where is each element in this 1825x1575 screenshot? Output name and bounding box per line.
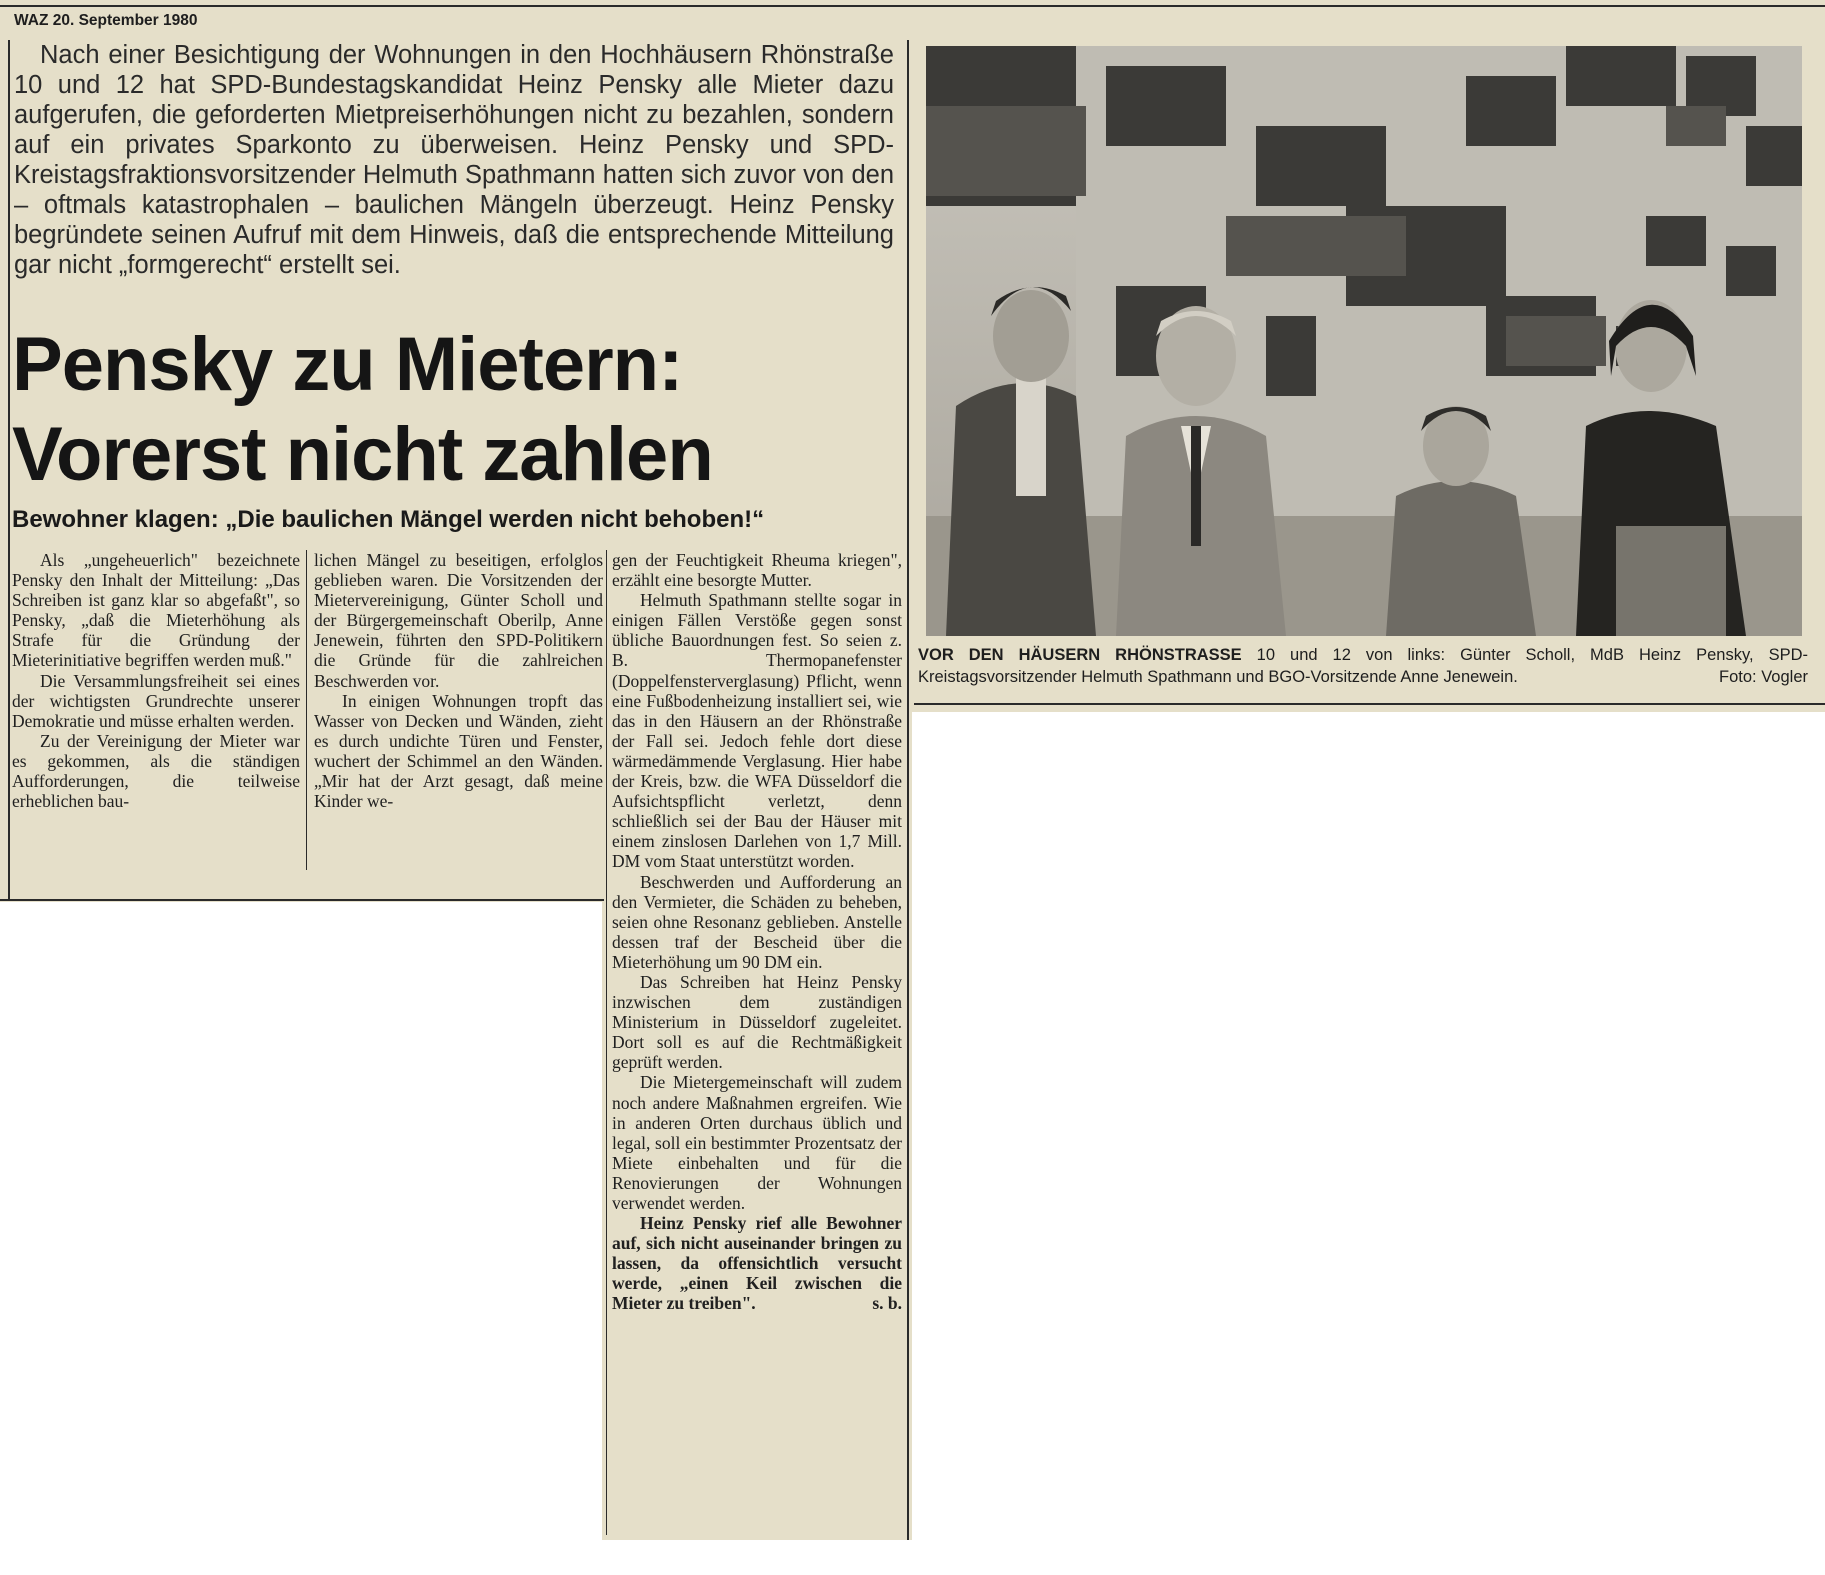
caption-text: 10 und 12 von links: Günter Scholl, MdB Heinz Pensky, SPD-Kreistagsvorsitzender Helmuth Spathmann und BGO-Vorsitzende Anne Jenewein. [918, 646, 1809, 686]
lead-left-rule [8, 40, 10, 900]
column-divider-2 [606, 550, 607, 1535]
paragraph: lichen Mängel zu beseitigen, erfolglos geblieben waren. Die Vorsitzenden der Mietervereinigung, Günter Scholl und der Bürgergemeinschaft Oberilp, Anne Jenewein, führten den SPD-Politikern die Gründe für die zahlreichen Beschwerden vor. [314, 550, 603, 691]
lead-paragraph: Nach einer Besichtigung der Wohnungen in den Hochhäusern Rhönstraße 10 und 12 hat SPD-Bundestagskandidat Heinz Pensky alle Mieter dazu aufgerufen, die geforderten Mietpreiserhöhungen nicht zu bezahlen, sondern auf ein privates Sparkonto zu überweisen. Heinz Pensky und SPD-Kreistagsfraktionsvorsitzender Helmuth Spathmann hatten sich zuvor von den – oftmals katastrophalen – baulichen Mängeln überzeugt. Heinz Pensky begründete seinen Aufruf mit dem Hinweis, daß die entsprechende Mitteilung gar nicht „formgerecht“ erstellt sei. [14, 41, 894, 279]
headline-line-2: Vorerst nicht zahlen [12, 412, 713, 497]
closing-paragraph [612, 1213, 902, 1313]
subheadline: Bewohner klagen: „Die baulichen Mängel werden nicht behoben!“ [12, 506, 765, 533]
paragraph: Als „ungeheuerlich" bezeichnete Pensky den Inhalt der Mitteilung: „Das Schreiben ist ganz klar so abgefaßt", so Pensky, „daß die Mieterhöhung als Strafe für die Gründung der Mieterinitiative begriffen werden muß." [12, 550, 300, 671]
paragraph: Beschwerden und Aufforderung an den Vermieter, die Schäden zu beheben, seien ohne Resonanz geblieben. Anstelle dessen traf der Bescheid über die Mieterhöhung um 90 DM ein. [612, 871, 902, 972]
article-column-2 [314, 550, 603, 811]
closing-text: Heinz Pensky rief alle Bewohner auf, sich nicht auseinander bringen zu lassen, da offensichtlich versucht werde, „einen Keil zwischen die Mieter zu treiben". [612, 1213, 902, 1314]
headline-line-1: Pensky zu Mietern: [12, 322, 683, 407]
paragraph: Die Versammlungsfreiheit sei eines der wichtigsten Grundrechte unserer Demokratie und müsse erhalten werden. [12, 670, 300, 731]
photo-illustration [926, 46, 1802, 636]
news-photo [926, 46, 1802, 636]
caption-lead: VOR DEN HÄUSERN RHÖNSTRASSE [918, 646, 1242, 664]
article-column-3 [612, 550, 902, 1314]
paragraph: Zu der Vereinigung der Mieter war es gekommen, als die ständigen Aufforderungen, die teilweise erheblichen bau- [12, 730, 300, 812]
headline [12, 320, 892, 500]
paragraph: Das Schreiben hat Heinz Pensky inzwischen dem zuständigen Ministerium in Düsseldorf zugeleitet. Dort soll es auf die Rechtmäßigkeit geprüft werden. [612, 971, 902, 1073]
paragraph: gen der Feuchtigkeit Rheuma kriegen", erzählt eine besorgte Mutter. [612, 550, 902, 591]
source-line: WAZ 20. September 1980 [14, 12, 198, 29]
photo-credit: Foto: Vogler [1719, 668, 1808, 686]
top-rule [0, 5, 1825, 7]
photo-caption-rule [914, 703, 1825, 705]
paragraph: Helmuth Spathmann stellte sogar in einigen Fällen Verstöße gegen sonst übliche Bauordnungen fest. So seien z. B. Thermopanefenster (Doppelfensterverglasung) Pflicht, wenn eine Fußbodenheizung installiert sei, wie das in den Häusern an der Rhönstraße der Fall sei. Jedoch fehle dort diese wärmedämmende Verglasung. Hier habe der Kreis, bzw. die WFA Düsseldorf die Aufsichtspflicht verletzt, denn schließlich sei der Bau der Häuser mit einem zinslosen Darlehen von 1,7 Mill. DM vom Staat unterstützt worden. [612, 590, 902, 872]
article-column-1 [12, 550, 300, 811]
paragraph: In einigen Wohnungen tropft das Wasser von Decken und Wänden, zieht es durch undichte Türen und Fenster, wuchert der Schimmel an den Wänden. „Mir hat der Arzt gesagt, daß meine Kinder we- [314, 690, 603, 812]
paragraph: Die Mietergemeinschaft will zudem noch andere Maßnahmen ergreifen. Wie in anderen Orten durchaus üblich und legal, soll ein bestimmter Prozentsatz der Miete einbehalten und für die Renovierungen der Wohnungen verwendet werden. [612, 1072, 902, 1213]
article-right-rule [907, 40, 909, 1540]
author-signature: s. b. [872, 1293, 902, 1314]
column-divider-1 [306, 550, 307, 870]
bottom-rule-left [0, 899, 604, 901]
photo-caption [918, 644, 1808, 688]
